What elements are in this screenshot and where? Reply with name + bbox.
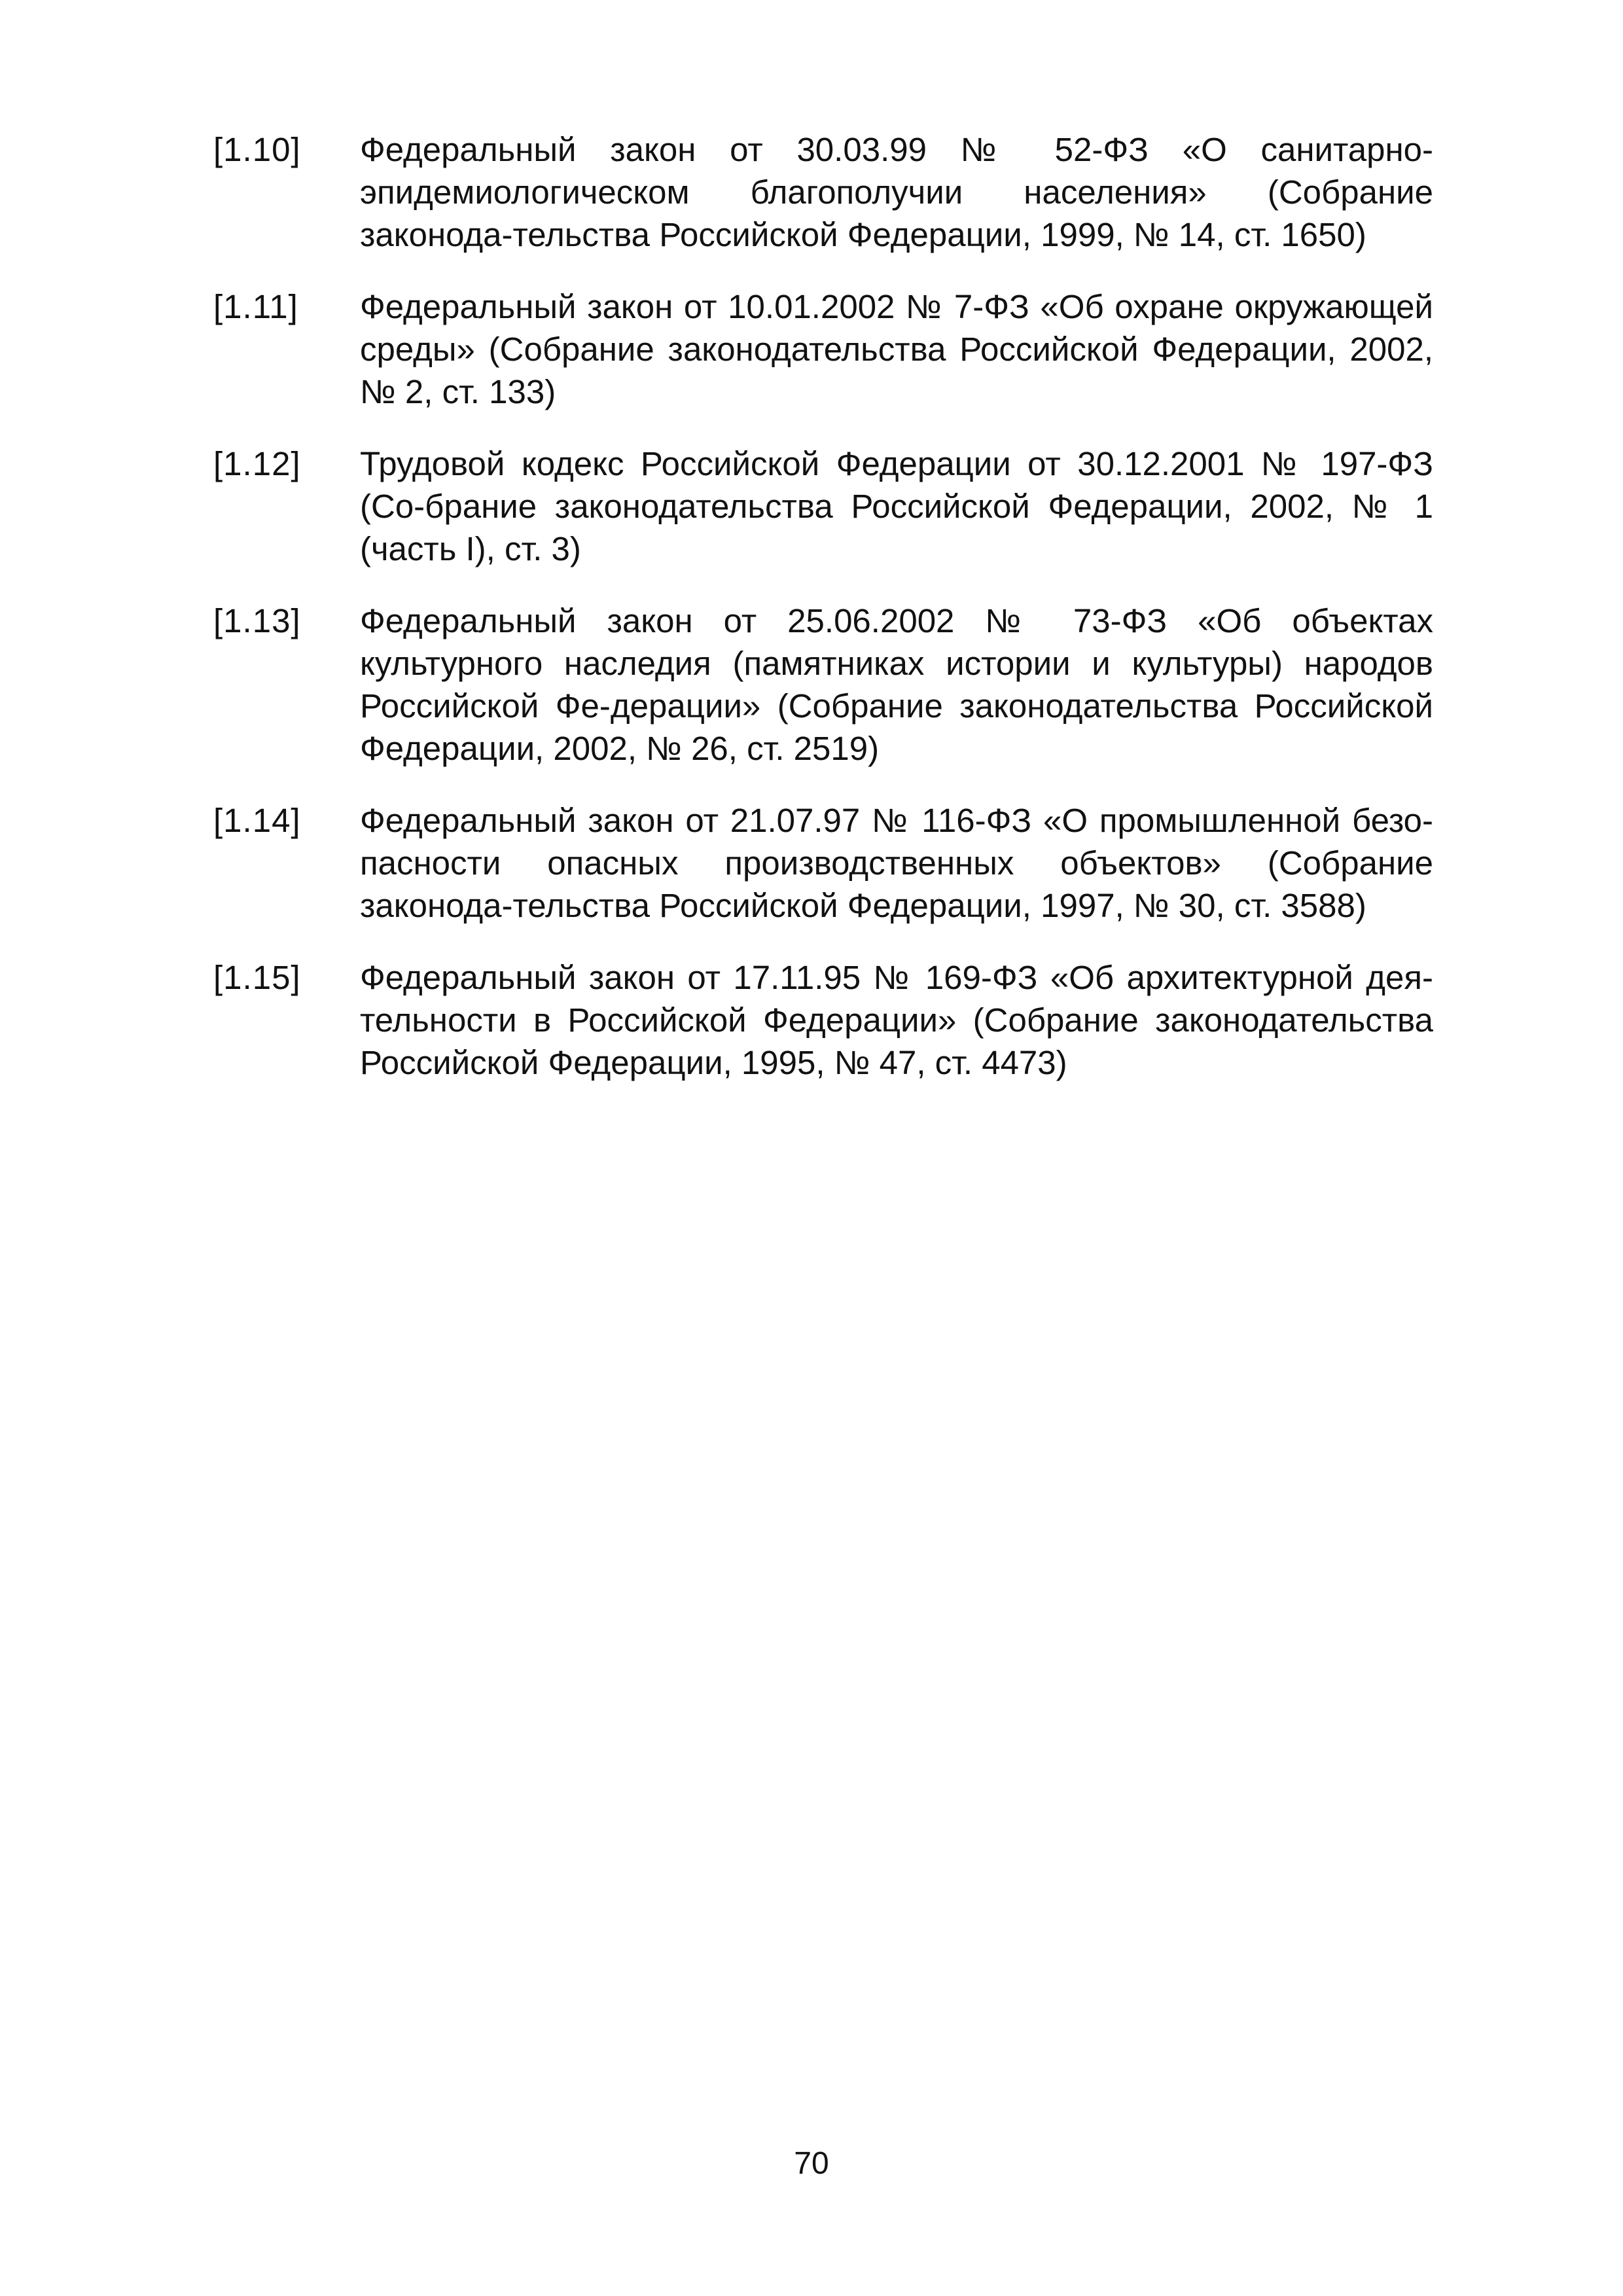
- reference-item: [213, 956, 1433, 1084]
- reference-number: [1.11]: [213, 288, 298, 325]
- reference-item: [213, 442, 1433, 570]
- reference-number: [1.14]: [213, 802, 301, 839]
- reference-text: Федеральный закон от 30.03.99 № 52-ФЗ «О санитарно-эпидемиологическом благополучии населения» (Собрание законода-тельства Российской Федерации, 1999, № 14, ст. 1650): [360, 131, 1433, 253]
- reference-list: [213, 128, 1433, 1113]
- page-number: 70: [794, 2146, 829, 2181]
- reference-text: Трудовой кодекс Российской Федерации от 30.12.2001 № 197-ФЗ (Со-брание законодательства Российской Федерации, 2002, № 1 (часть I), ст. 3): [360, 445, 1433, 567]
- reference-number: [1.13]: [213, 602, 301, 639]
- reference-item: [213, 799, 1433, 927]
- reference-item: [213, 128, 1433, 256]
- reference-text: Федеральный закон от 10.01.2002 № 7-ФЗ «Об охране окружающей среды» (Собрание законодательства Российской Федерации, 2002, № 2, ст. 133): [360, 288, 1433, 410]
- reference-number: [1.15]: [213, 959, 301, 996]
- reference-number: [1.12]: [213, 445, 301, 482]
- reference-item: [213, 285, 1433, 413]
- reference-text: Федеральный закон от 25.06.2002 № 73-ФЗ «Об объектах культурного наследия (памятниках истории и культуры) народов Российской Фе-дерации» (Собрание законодательства Российской Федерации, 2002, № 26, ст. 2519): [360, 602, 1433, 767]
- reference-number: [1.10]: [213, 131, 301, 168]
- reference-item: [213, 600, 1433, 770]
- reference-text: Федеральный закон от 21.07.97 № 116-ФЗ «О промышленной безо-пасности опасных производственных объектов» (Собрание законода-тельства Российской Федерации, 1997, № 30, ст. 3588): [360, 802, 1433, 924]
- reference-text: Федеральный закон от 17.11.95 № 169-ФЗ «Об архитектурной дея-тельности в Российской Федерации» (Собрание законодательства Российской Федерации, 1995, № 47, ст. 4473): [360, 959, 1433, 1081]
